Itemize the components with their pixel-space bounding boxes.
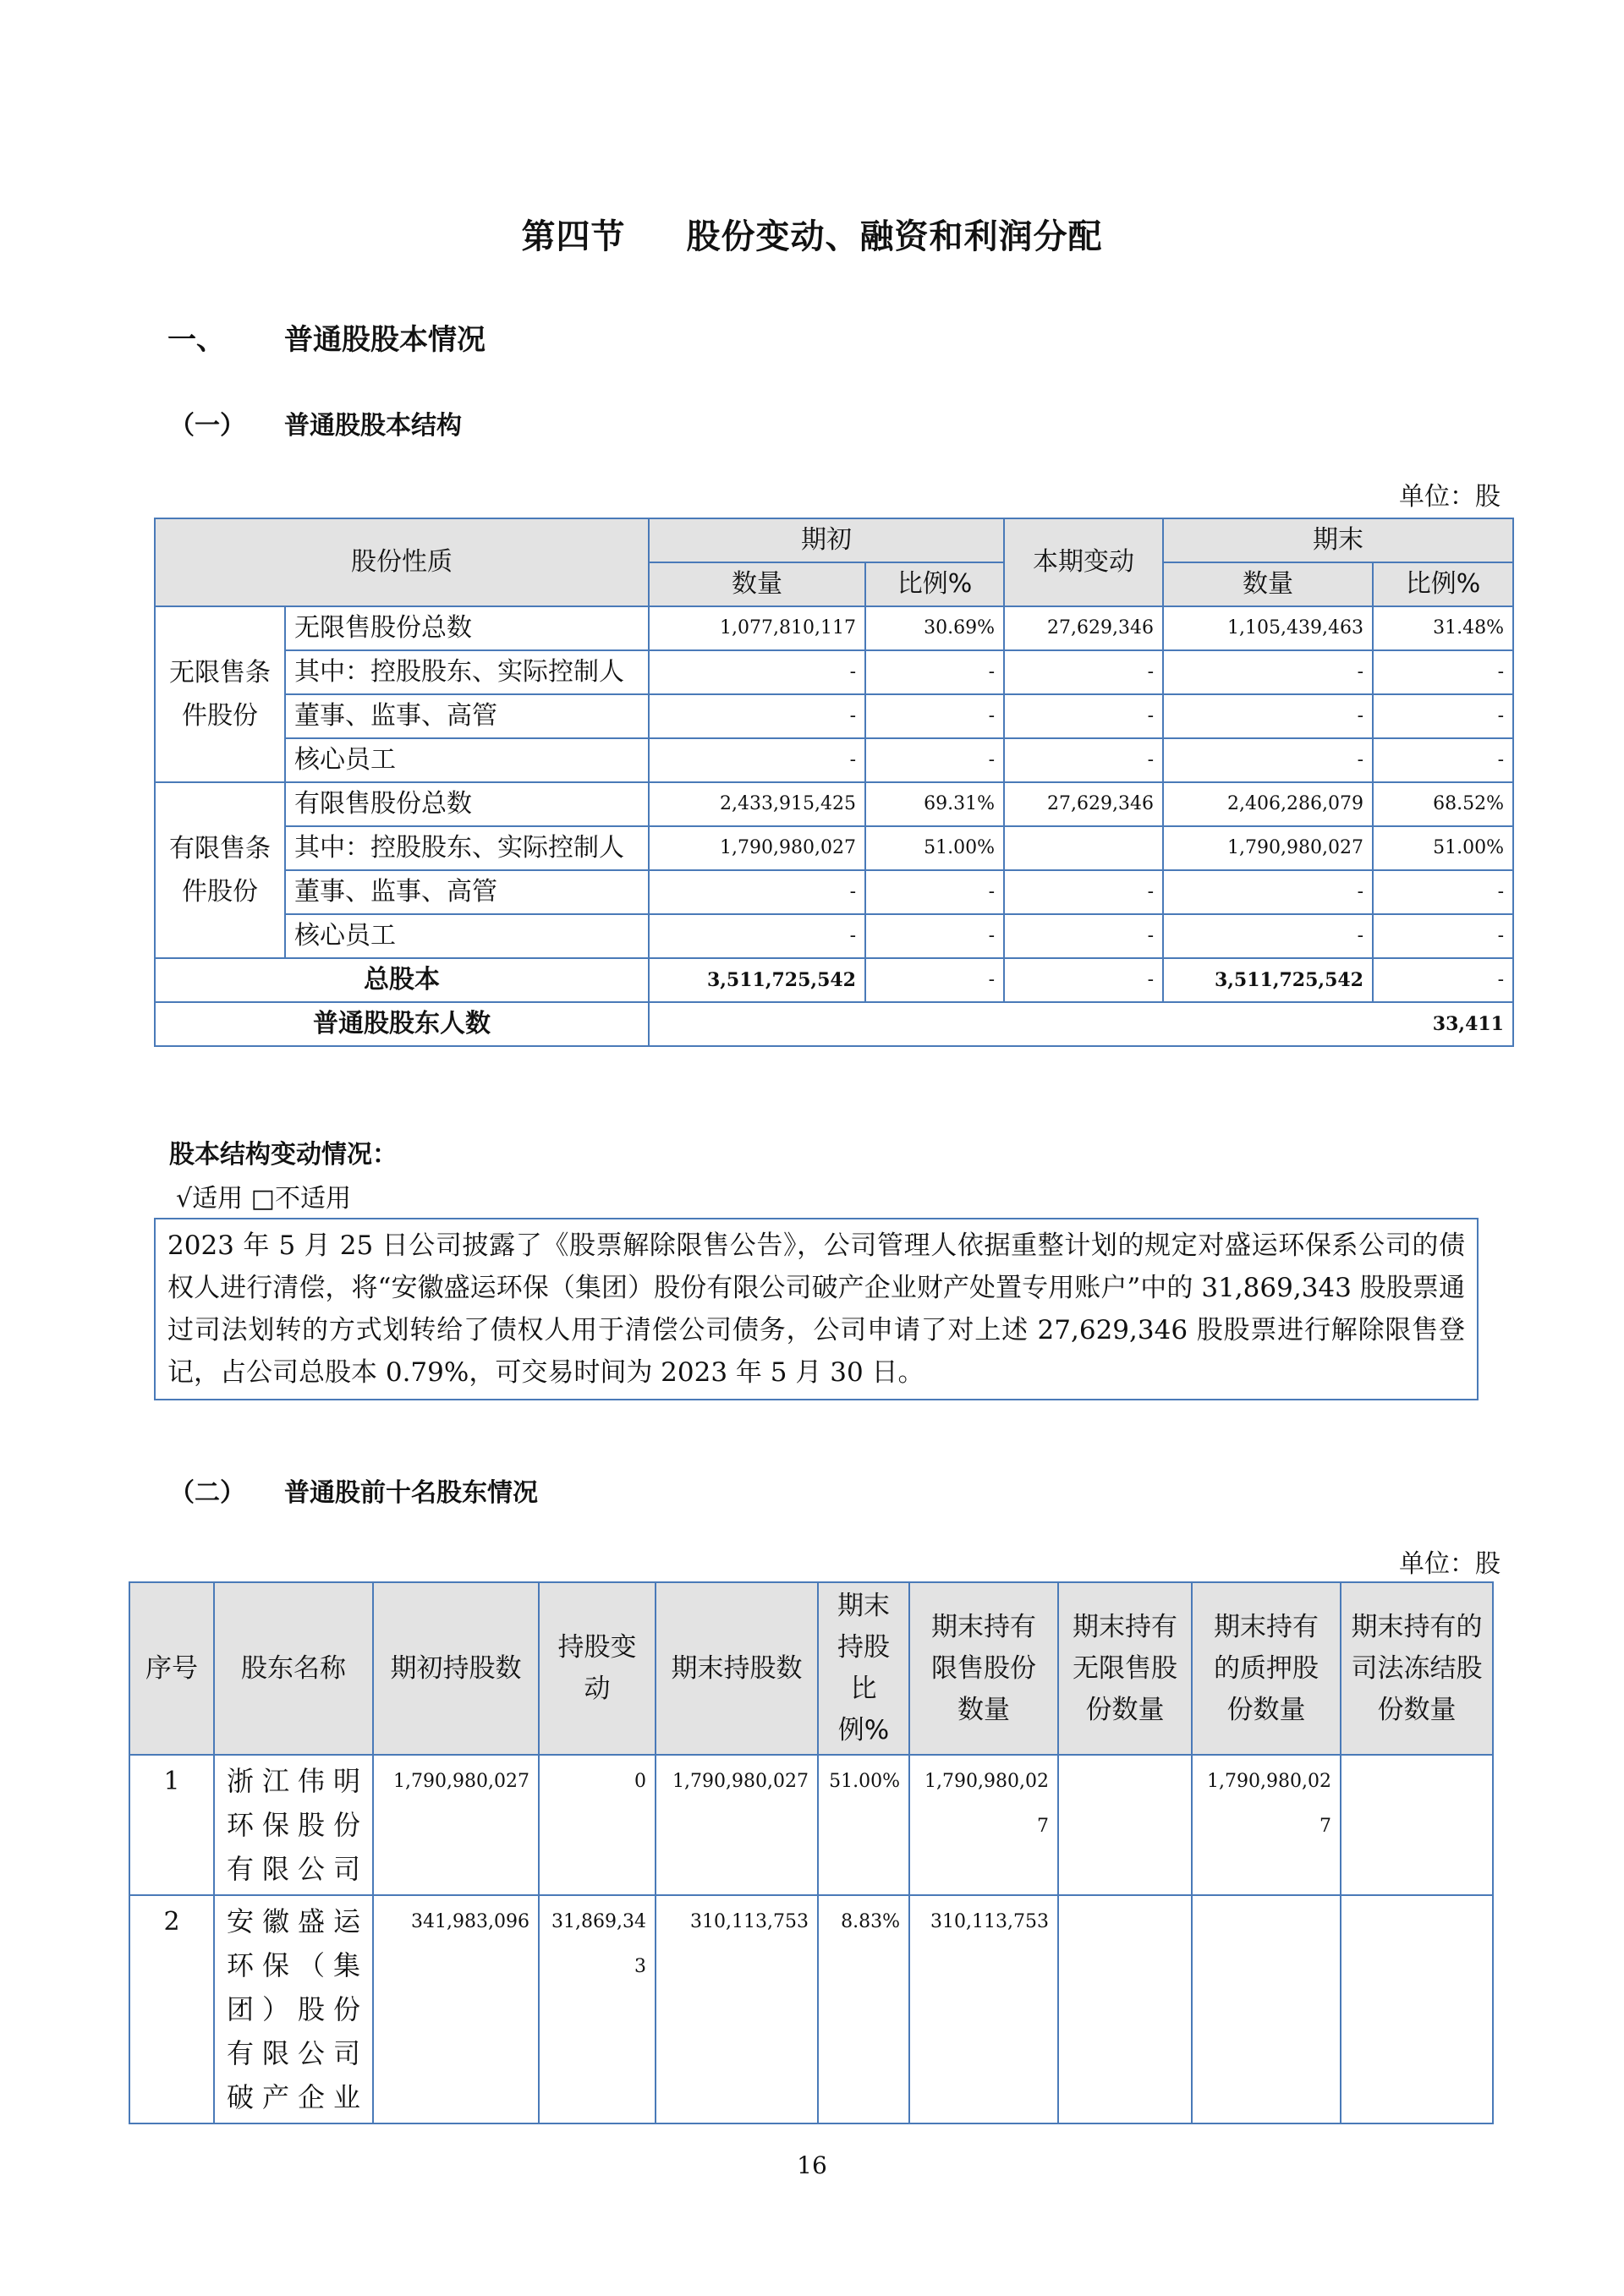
table-row <box>155 738 1513 782</box>
cell-value: 30.69% <box>865 606 1004 650</box>
row-label: 无限售股份总数 <box>285 606 649 650</box>
table-row <box>129 1895 1493 2123</box>
hdr-begin: 期初持股数 <box>373 1582 539 1755</box>
cell-value: 1,105,439,463 <box>1163 606 1373 650</box>
table-row <box>155 650 1513 694</box>
cell-value: 310,113,753 <box>656 1895 818 2123</box>
hdr-frozen: 期末持有的司法冻结股份数量 <box>1341 1582 1493 1755</box>
cell-value: 8.83% <box>818 1895 909 2123</box>
table-row <box>155 606 1513 650</box>
cell-value: - <box>1373 914 1513 958</box>
cell-value: - <box>865 694 1004 738</box>
hdr-end: 期末持股数 <box>656 1582 818 1755</box>
cell-value: - <box>1373 694 1513 738</box>
cell-value: - <box>649 738 865 782</box>
cell-value: - <box>865 870 1004 914</box>
row-label: 其中：控股股东、实际控制人 <box>285 826 649 870</box>
cell-value: - <box>865 738 1004 782</box>
cell-value: 341,983,096 <box>373 1895 539 2123</box>
cell-value: - <box>1163 914 1373 958</box>
cell-value: - <box>1004 958 1163 1002</box>
cell-value: - <box>1163 870 1373 914</box>
top-holders-table <box>129 1581 1494 2124</box>
cell-value: - <box>865 650 1004 694</box>
row-label: 核心员工 <box>285 738 649 782</box>
cell-value: 1,790,980,027 <box>373 1755 539 1895</box>
table-row <box>155 782 1513 826</box>
table-row <box>155 826 1513 870</box>
row-label: 有限售股份总数 <box>285 782 649 826</box>
hdr-unlimited: 期末持有无限售股份数量 <box>1058 1582 1192 1755</box>
cell-value: 27,629,346 <box>1004 606 1163 650</box>
cell-value: - <box>1004 738 1163 782</box>
seq-cell: 2 <box>129 1895 214 2123</box>
page-number: 16 <box>797 2151 827 2179</box>
holders-value: 33,411 <box>649 1002 1513 1046</box>
heading-1: 一、 普通股股本情况 <box>167 323 486 357</box>
cell-value: - <box>649 914 865 958</box>
table-row <box>155 694 1513 738</box>
cell-value: 1,790,980,027 <box>1192 1755 1341 1895</box>
cell-value: 2,406,286,079 <box>1163 782 1373 826</box>
heading-2-top-holders: （二） 普通股前十名股东情况 <box>169 1478 538 1508</box>
cell-value: 1,790,980,027 <box>656 1755 818 1895</box>
hdr-ratio: 比例% <box>865 562 1004 606</box>
hdr-qty: 数量 <box>1163 562 1373 606</box>
cell-value <box>1004 826 1163 870</box>
cell-value: 27,629,346 <box>1004 782 1163 826</box>
cell-value: 51.00% <box>818 1755 909 1895</box>
hdr-ratio: 期末持股比例% <box>818 1582 909 1755</box>
cell-value <box>1058 1895 1192 2123</box>
hdr-limited: 期末持有限售股份数量 <box>909 1582 1058 1755</box>
cell-value: - <box>1373 650 1513 694</box>
table-row <box>155 914 1513 958</box>
cell-value <box>1058 1755 1192 1895</box>
cell-value: - <box>1163 694 1373 738</box>
table-row <box>129 1755 1493 1895</box>
cell-value: - <box>865 958 1004 1002</box>
change-label: 股本结构变动情况： <box>169 1140 398 1170</box>
row-label: 董事、监事、高管 <box>285 870 649 914</box>
cell-value: - <box>1004 870 1163 914</box>
cell-value: 1,790,980,027 <box>1163 826 1373 870</box>
row-label: 核心员工 <box>285 914 649 958</box>
holders-label: 普通股股东人数 <box>155 1002 649 1046</box>
cell-value: - <box>1163 738 1373 782</box>
hdr-nature: 股份性质 <box>155 518 649 606</box>
unit-label: 单位：股 <box>1399 1549 1501 1579</box>
cell-value <box>1341 1895 1493 2123</box>
cell-value: - <box>649 694 865 738</box>
cell-value: - <box>1163 650 1373 694</box>
hdr-pledged: 期末持有的质押股份数量 <box>1192 1582 1341 1755</box>
cell-value: - <box>865 914 1004 958</box>
cell-value: 31,869,343 <box>539 1895 656 2123</box>
cell-value: - <box>1004 650 1163 694</box>
holder-name: 安徽盛运环保（集团）股份有限公司破产企业 <box>214 1895 373 2123</box>
hdr-change: 本期变动 <box>1004 518 1163 606</box>
cell-value: 31.48% <box>1373 606 1513 650</box>
cell-value <box>1192 1895 1341 2123</box>
hdr-qty: 数量 <box>649 562 865 606</box>
cell-value: 3,511,725,542 <box>649 958 865 1002</box>
cell-value: - <box>1373 870 1513 914</box>
cell-value: 2,433,915,425 <box>649 782 865 826</box>
cell-value: 0 <box>539 1755 656 1895</box>
unit-label: 单位：股 <box>1399 482 1501 512</box>
share-structure-table <box>154 518 1514 1047</box>
hdr-change: 持股变动 <box>539 1582 656 1755</box>
table-row <box>155 870 1513 914</box>
section-title: 第四节 股份变动、融资和利润分配 <box>521 217 1103 256</box>
heading-2-share-structure: （一） 普通股股本结构 <box>169 411 462 441</box>
cell-value: - <box>1004 694 1163 738</box>
total-row <box>155 958 1513 1002</box>
applicability-checkbox: √适用 □不适用 <box>176 1184 351 1214</box>
total-label: 总股本 <box>155 958 649 1002</box>
cell-value: 68.52% <box>1373 782 1513 826</box>
cell-value: 51.00% <box>865 826 1004 870</box>
category-unlimited: 无限售条件股份 <box>155 606 285 782</box>
row-label: 董事、监事、高管 <box>285 694 649 738</box>
cell-value: - <box>1373 738 1513 782</box>
hdr-seq: 序号 <box>129 1582 214 1755</box>
hdr-end: 期末 <box>1163 518 1513 562</box>
cell-value: 3,511,725,542 <box>1163 958 1373 1002</box>
cell-value: 1,790,980,027 <box>909 1755 1058 1895</box>
cell-value: - <box>1004 914 1163 958</box>
cell-value: 310,113,753 <box>909 1895 1058 2123</box>
seq-cell: 1 <box>129 1755 214 1895</box>
cell-value <box>1341 1755 1493 1895</box>
hdr-ratio: 比例% <box>1373 562 1513 606</box>
change-note: 2023 年 5 月 25 日公司披露了《股票解除限售公告》，公司管理人依据重整计划的规定对盛运环保系公司的债权人进行清偿，将“安徽盛运环保（集团）股份有限公司破产企业财产处置专用账户”中的 31,869,343 股股票通过司法划转的方式划转给了债权人用于清偿公司债务，公司申请了对上述 27,629,346 股股票进行解除限售登记，占公司总股本 0.79%，可交易时间为 2023 年 5 月 30 日。 <box>154 1218 1479 1400</box>
cell-value: 1,790,980,027 <box>649 826 865 870</box>
hdr-name: 股东名称 <box>214 1582 373 1755</box>
row-label: 其中：控股股东、实际控制人 <box>285 650 649 694</box>
cell-value: - <box>649 870 865 914</box>
cell-value: - <box>649 650 865 694</box>
cell-value: 1,077,810,117 <box>649 606 865 650</box>
hdr-begin: 期初 <box>649 518 1004 562</box>
holder-name: 浙江伟明环保股份有限公司 <box>214 1755 373 1895</box>
cell-value: 51.00% <box>1373 826 1513 870</box>
holders-row <box>155 1002 1513 1046</box>
cell-value: 69.31% <box>865 782 1004 826</box>
category-limited: 有限售条件股份 <box>155 782 285 958</box>
cell-value: - <box>1373 958 1513 1002</box>
